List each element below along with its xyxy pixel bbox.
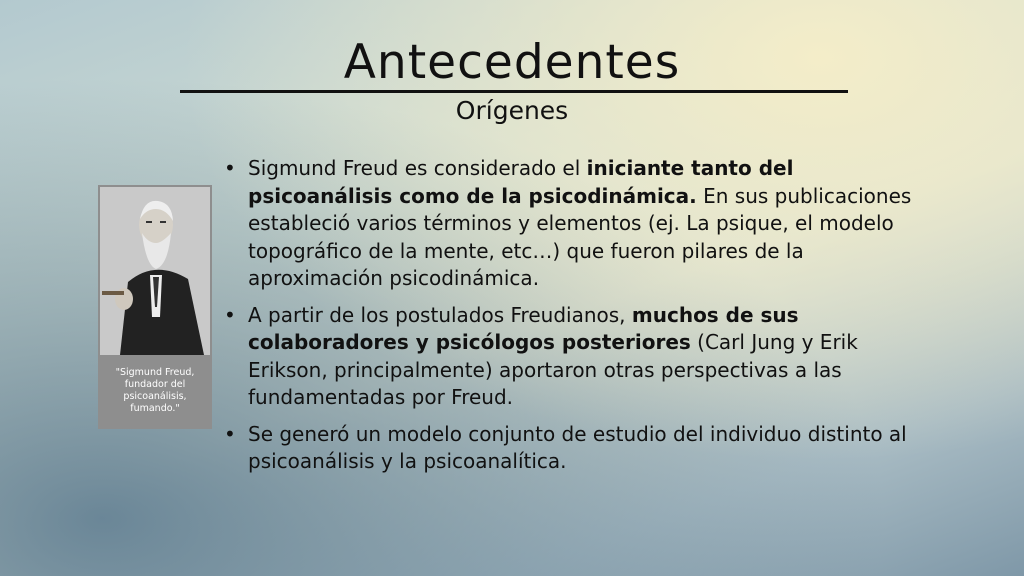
photo-caption: "Sigmund Freud, fundador del psicoanálisis, fumando." — [115, 367, 195, 414]
bullet-item — [222, 421, 942, 476]
bullet-text-bold-segment: muchos de sus colaboradores y psicólogos posteriores — [248, 302, 799, 354]
bullet-text-segment: A partir de los postulados Freudianos, — [248, 302, 632, 327]
title-container — [0, 34, 1024, 92]
bullet-item — [222, 302, 942, 412]
bullet-text-bold-segment: iniciante tanto del psicoanálisis como de la psicodinámica. — [248, 156, 794, 208]
bullet-list — [222, 155, 942, 485]
bullet-marker: • — [224, 156, 236, 180]
bullet-marker: • — [224, 421, 236, 446]
bullet-text-segment: Se generó un modelo conjunto de estudio del individuo distinto al psicoanálisis y la psicoanalítica. — [248, 421, 907, 473]
portrait-photo-icon — [100, 187, 210, 355]
bullet-marker: • — [224, 302, 236, 327]
bullet-text-segment: (Carl Jung y Erik Erikson, principalmente) aportaron otras perspectivas a las fundamentadas por Freud. — [248, 330, 858, 409]
title-underline — [180, 90, 848, 93]
bullet-text-segment: Sigmund Freud es considerado el — [248, 156, 587, 180]
photo-card — [98, 185, 212, 429]
bullet-item — [222, 155, 942, 293]
slide-subtitle: Orígenes — [455, 96, 569, 125]
bullet-text-segment: En sus publicaciones estableció varios términos y elementos (ej. La psique, el modelo topográfico de la mente, etc…) que fueron pilares de la aproximación psicodinámica. — [248, 183, 912, 290]
slide-title: Antecedentes — [343, 35, 681, 90]
